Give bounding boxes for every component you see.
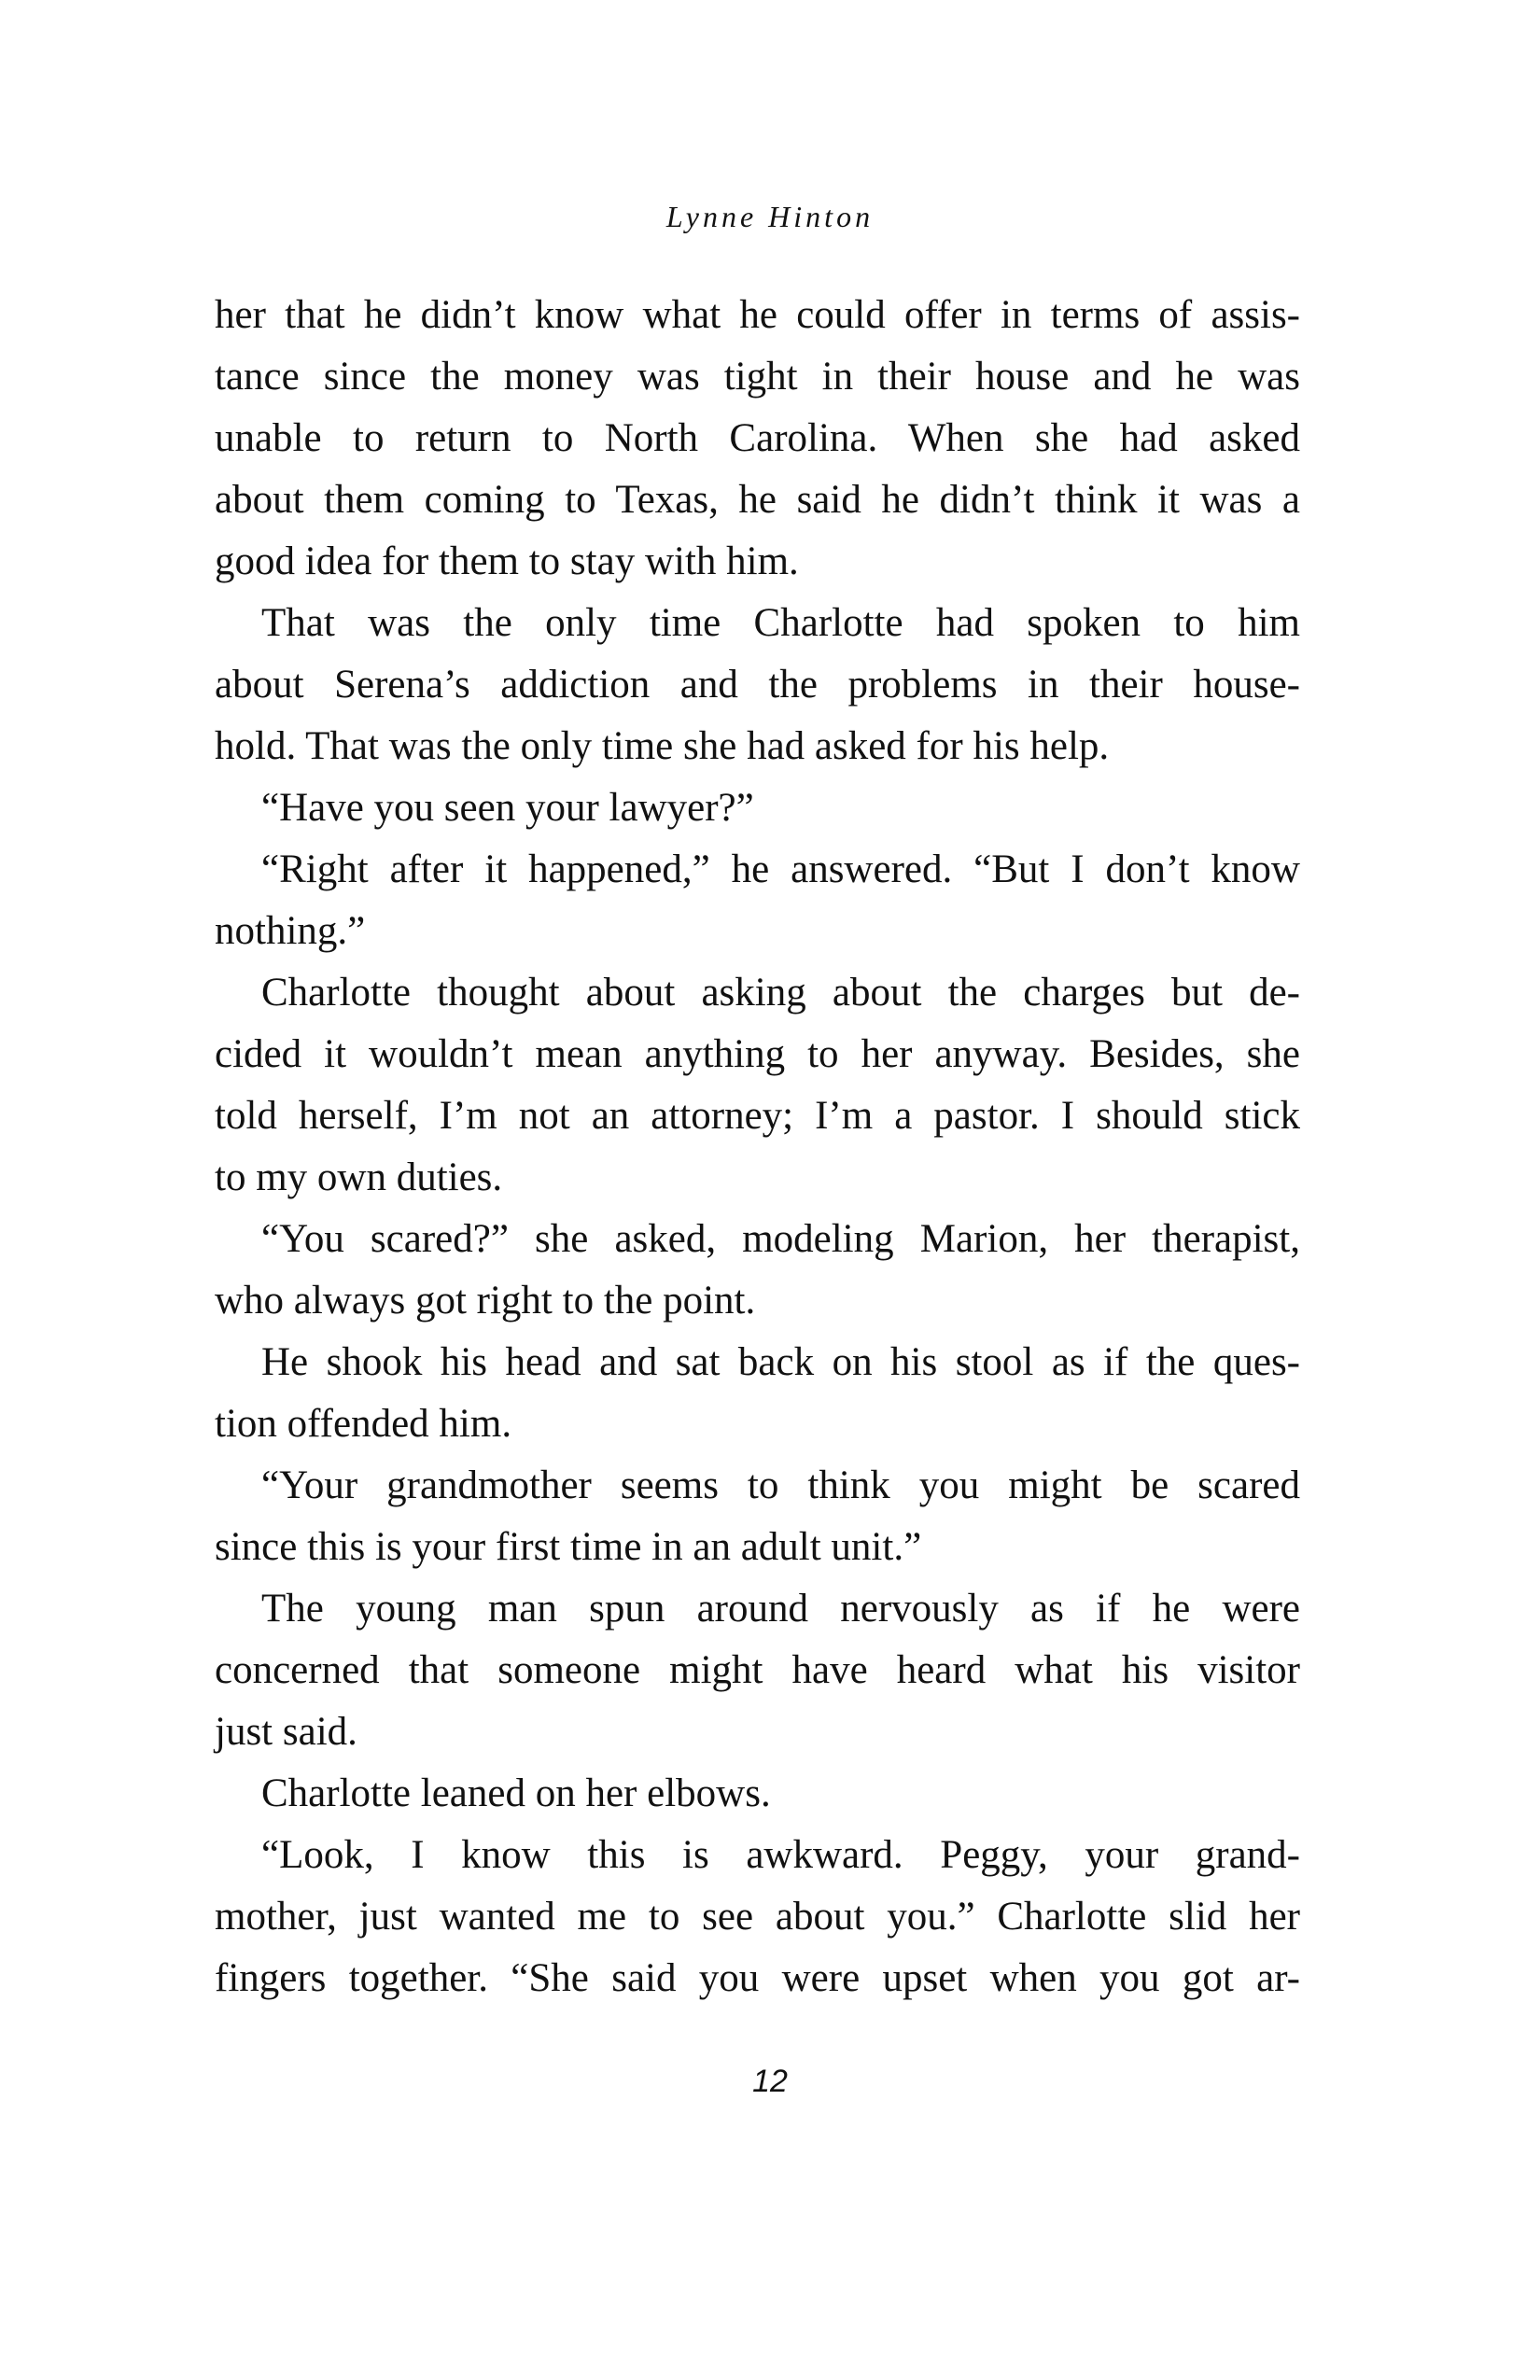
text-line: Charlotte thought about asking about the charges but de-: [261, 971, 1300, 1015]
text-line: cided it wouldn’t mean anything to her anyway. Besides, she: [215, 1032, 1300, 1076]
text-line: Charlotte leaned on her elbows.: [261, 1771, 771, 1815]
text-line: The young man spun around nervously as if he were: [261, 1587, 1300, 1631]
text-line: her that he didn’t know what he could offer in terms of assis-: [215, 293, 1300, 337]
text-line: mother, just wanted me to see about you.” Charlotte slid her: [215, 1895, 1300, 1939]
text-line: told herself, I’m not an attorney; I’m a pastor. I should stick: [215, 1094, 1300, 1138]
text-line: about Serena’s addiction and the problems in their house-: [215, 663, 1300, 707]
page-number: 12: [752, 2064, 788, 2099]
text-line: “Look, I know this is awkward. Peggy, your grand-: [261, 1833, 1300, 1877]
text-line: since this is your first time in an adult unit.”: [215, 1525, 922, 1569]
text-line: nothing.”: [215, 909, 366, 953]
text-line: “Have you seen your lawyer?”: [261, 786, 754, 830]
text-line: unable to return to North Carolina. When she had asked: [215, 416, 1300, 460]
text-line: concerned that someone might have heard what his visitor: [215, 1648, 1300, 1692]
text-line: He shook his head and sat back on his stool as if the ques-: [261, 1340, 1300, 1384]
running-head: Lynne Hinton: [665, 200, 875, 233]
text-line: who always got right to the point.: [215, 1279, 756, 1323]
body-text: [215, 285, 1300, 2009]
text-line: just said.: [215, 1710, 357, 1754]
text-line: about them coming to Texas, he said he didn’t think it was a: [215, 478, 1300, 522]
text-line: “Right after it happened,” he answered. “But I don’t know: [261, 847, 1300, 891]
text-line: good idea for them to stay with him.: [215, 539, 799, 583]
text-line: fingers together. “She said you were upset when you got ar-: [215, 1956, 1300, 2000]
text-line: That was the only time Charlotte had spoken to him: [261, 601, 1300, 645]
text-line: “Your grandmother seems to think you might be scared: [261, 1463, 1300, 1507]
text-line: tance since the money was tight in their house and he was: [215, 355, 1300, 399]
text-line: to my own duties.: [215, 1155, 503, 1199]
text-line: tion offended him.: [215, 1402, 512, 1446]
text-line: “You scared?” she asked, modeling Marion, her therapist,: [261, 1217, 1300, 1261]
text-line: hold. That was the only time she had asked for his help.: [215, 724, 1110, 768]
